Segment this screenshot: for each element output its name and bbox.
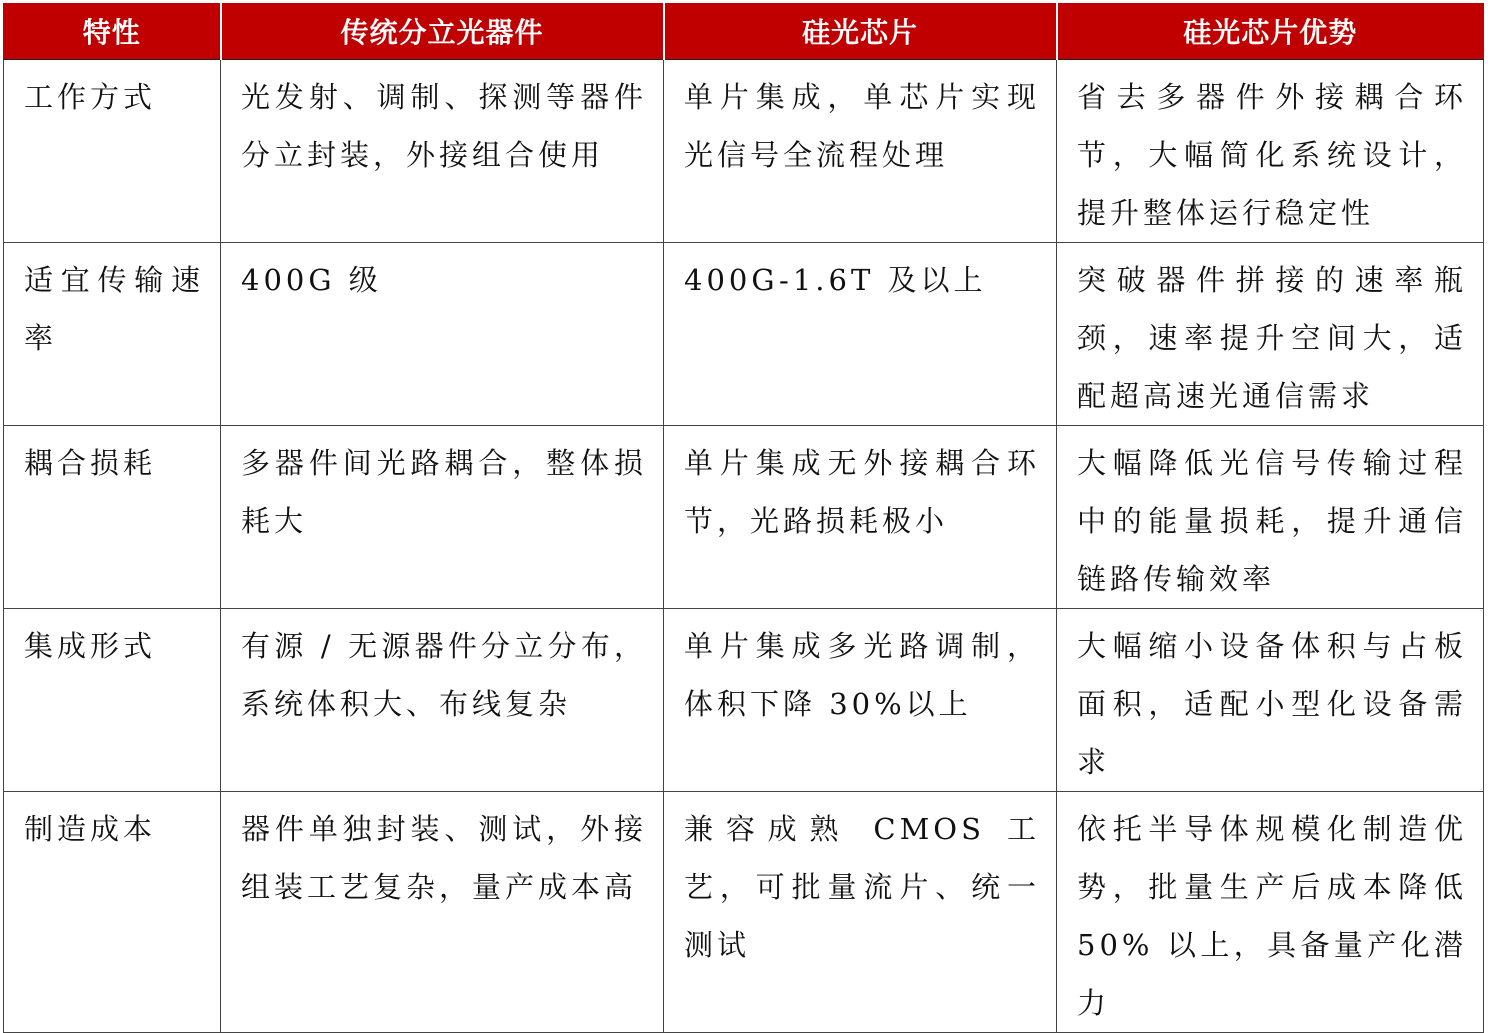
row-label: 工作方式 — [4, 60, 221, 243]
table-row — [4, 243, 1484, 426]
table-row — [4, 60, 1484, 243]
comparison-table — [3, 3, 1484, 1033]
table-cell: 400G 级 — [221, 243, 664, 426]
table-cell: 大幅缩小设备体积与占板面积，适配小型化设备需求 — [1057, 609, 1484, 792]
table-cell: 依托半导体规模化制造优势，批量生产后成本降低 50% 以上，具备量产化潜力 — [1057, 792, 1484, 1033]
comparison-table-wrapper — [3, 3, 1483, 1033]
header-advantage: 硅光芯片优势 — [1057, 3, 1484, 60]
row-label: 制造成本 — [4, 792, 221, 1033]
row-label: 集成形式 — [4, 609, 221, 792]
table-cell: 大幅降低光信号传输过程中的能量损耗，提升通信链路传输效率 — [1057, 426, 1484, 609]
table-cell: 单片集成多光路调制，体积下降 30%以上 — [664, 609, 1057, 792]
header-traditional: 传统分立光器件 — [221, 3, 664, 60]
table-cell: 兼容成熟 CMOS 工艺，可批量流片、统一测试 — [664, 792, 1057, 1033]
table-cell: 有源 / 无源器件分立分布，系统体积大、布线复杂 — [221, 609, 664, 792]
table-cell: 单片集成，单芯片实现光信号全流程处理 — [664, 60, 1057, 243]
table-header-row — [4, 3, 1484, 60]
row-label: 适宜传输速率 — [4, 243, 221, 426]
header-feature: 特性 — [4, 3, 221, 60]
table-cell: 器件单独封装、测试，外接组装工艺复杂，量产成本高 — [221, 792, 664, 1033]
table-row — [4, 426, 1484, 609]
table-cell: 光发射、调制、探测等器件分立封装，外接组合使用 — [221, 60, 664, 243]
table-row — [4, 609, 1484, 792]
table-cell: 单片集成无外接耦合环节，光路损耗极小 — [664, 426, 1057, 609]
row-label: 耦合损耗 — [4, 426, 221, 609]
table-cell: 400G-1.6T 及以上 — [664, 243, 1057, 426]
header-silicon-photonics: 硅光芯片 — [664, 3, 1057, 60]
table-cell: 多器件间光路耦合，整体损耗大 — [221, 426, 664, 609]
table-row — [4, 792, 1484, 1033]
table-cell: 突破器件拼接的速率瓶颈，速率提升空间大，适配超高速光通信需求 — [1057, 243, 1484, 426]
table-cell: 省去多器件外接耦合环节，大幅简化系统设计，提升整体运行稳定性 — [1057, 60, 1484, 243]
